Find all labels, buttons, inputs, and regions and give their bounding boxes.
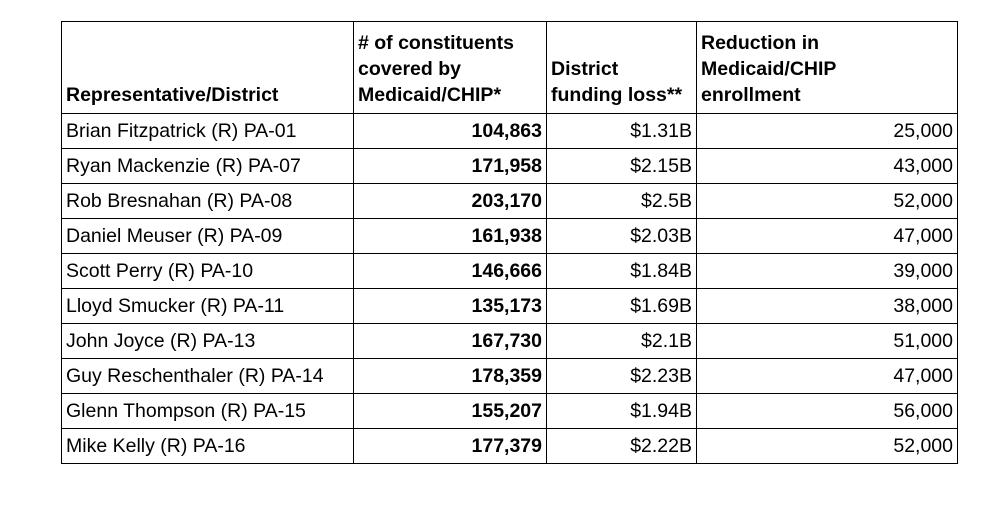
- cell-reduction: 56,000: [697, 394, 958, 429]
- header-line: District: [551, 58, 619, 80]
- cell-funding-loss: $1.31B: [547, 114, 697, 149]
- cell-constituents: 167,730: [354, 324, 547, 359]
- table-row: [62, 429, 958, 464]
- table-header: [62, 22, 958, 114]
- cell-reduction: 47,000: [697, 359, 958, 394]
- cell-representative: Lloyd Smucker (R) PA-11: [62, 289, 354, 324]
- cell-funding-loss: $2.22B: [547, 429, 697, 464]
- table-row: [62, 359, 958, 394]
- cell-reduction: 25,000: [697, 114, 958, 149]
- header-line: covered by: [358, 58, 461, 80]
- cell-constituents: 171,958: [354, 149, 547, 184]
- cell-constituents: 203,170: [354, 184, 547, 219]
- header-constituents: [354, 22, 547, 114]
- cell-funding-loss: $1.94B: [547, 394, 697, 429]
- header-line: enrollment: [701, 84, 801, 106]
- header-funding-loss: [547, 22, 697, 114]
- cell-funding-loss: $2.5B: [547, 184, 697, 219]
- cell-constituents: 135,173: [354, 289, 547, 324]
- cell-constituents: 177,379: [354, 429, 547, 464]
- cell-constituents: 161,938: [354, 219, 547, 254]
- cell-representative: Ryan Mackenzie (R) PA-07: [62, 149, 354, 184]
- cell-funding-loss: $1.69B: [547, 289, 697, 324]
- cell-reduction: 52,000: [697, 184, 958, 219]
- cell-representative: Brian Fitzpatrick (R) PA-01: [62, 114, 354, 149]
- table-row: [62, 219, 958, 254]
- cell-reduction: 43,000: [697, 149, 958, 184]
- table-row: [62, 149, 958, 184]
- table-row: [62, 289, 958, 324]
- table-row: [62, 184, 958, 219]
- cell-funding-loss: $1.84B: [547, 254, 697, 289]
- header-line: Medicaid/CHIP*: [358, 84, 502, 106]
- table-body: [62, 114, 958, 464]
- cell-reduction: 47,000: [697, 219, 958, 254]
- table-row: [62, 324, 958, 359]
- header-row: [62, 22, 958, 114]
- cell-reduction: 51,000: [697, 324, 958, 359]
- header-line: Reduction in: [701, 32, 820, 54]
- medicaid-district-table: [61, 21, 958, 464]
- cell-reduction: 39,000: [697, 254, 958, 289]
- cell-constituents: 104,863: [354, 114, 547, 149]
- cell-funding-loss: $2.23B: [547, 359, 697, 394]
- cell-reduction: 38,000: [697, 289, 958, 324]
- cell-reduction: 52,000: [697, 429, 958, 464]
- header-line: Medicaid/CHIP: [701, 58, 837, 80]
- cell-funding-loss: $2.03B: [547, 219, 697, 254]
- cell-representative: Mike Kelly (R) PA-16: [62, 429, 354, 464]
- table-row: [62, 394, 958, 429]
- cell-constituents: 178,359: [354, 359, 547, 394]
- cell-constituents: 155,207: [354, 394, 547, 429]
- table-row: [62, 114, 958, 149]
- header-reduction: [697, 22, 958, 114]
- header-line: Representative/District: [66, 84, 279, 106]
- header-line: funding loss**: [551, 84, 683, 106]
- header-representative: [62, 22, 354, 114]
- header-line: # of constituents: [358, 32, 515, 54]
- cell-representative: Daniel Meuser (R) PA-09: [62, 219, 354, 254]
- cell-representative: Rob Bresnahan (R) PA-08: [62, 184, 354, 219]
- cell-funding-loss: $2.1B: [547, 324, 697, 359]
- cell-representative: Scott Perry (R) PA-10: [62, 254, 354, 289]
- cell-funding-loss: $2.15B: [547, 149, 697, 184]
- cell-representative: John Joyce (R) PA-13: [62, 324, 354, 359]
- cell-representative: Glenn Thompson (R) PA-15: [62, 394, 354, 429]
- cell-constituents: 146,666: [354, 254, 547, 289]
- table-row: [62, 254, 958, 289]
- cell-representative: Guy Reschenthaler (R) PA-14: [62, 359, 354, 394]
